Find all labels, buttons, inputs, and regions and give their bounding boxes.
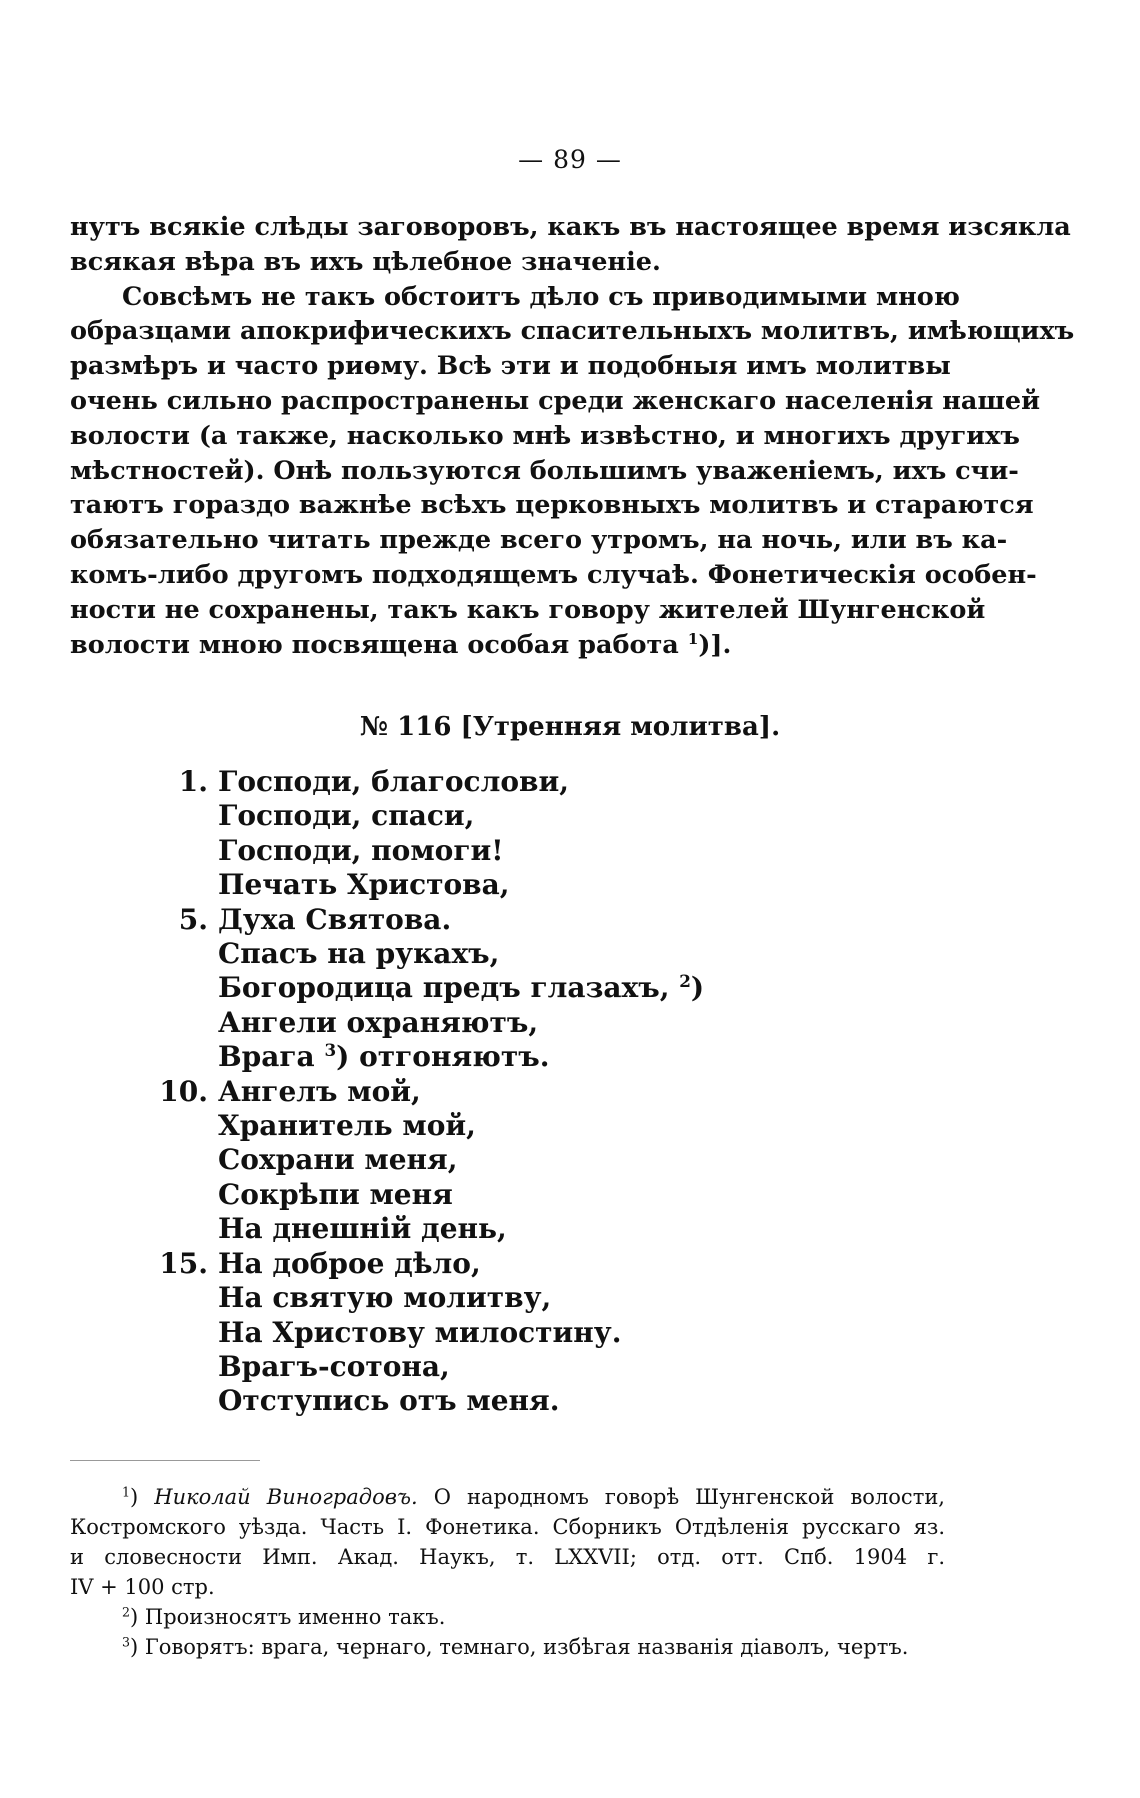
- line-number: [140, 1006, 218, 1040]
- poem-line: [140, 868, 704, 902]
- poem-line-text: Спасъ на рукахъ,: [218, 937, 500, 971]
- body-line: обязательно читать прежде всего утромъ, на ночь, или въ ка-: [70, 525, 1008, 556]
- poem-line-text: Духа Святова.: [218, 902, 452, 936]
- poem-line: [140, 1316, 704, 1350]
- line-number: [140, 1109, 218, 1143]
- footnotes: [70, 1482, 945, 1662]
- poem: [140, 765, 704, 1419]
- footnote-ref: 2: [679, 971, 691, 992]
- page-number: — 89 —: [518, 145, 622, 174]
- poem-line-text: Сохрани меня,: [218, 1143, 458, 1177]
- line-number: 10.: [159, 1074, 208, 1108]
- footnote-mark: 2: [122, 1604, 131, 1620]
- poem-line-text: На доброе дѣло,: [218, 1246, 481, 1280]
- line-number: [140, 834, 218, 868]
- body-paragraphs: [70, 210, 1075, 662]
- poem-line-text: На святую молитву,: [218, 1281, 552, 1315]
- body-line: размѣръ и часто риѳму. Всѣ эти и подобныя имъ молитвы: [70, 351, 951, 382]
- line-number: [140, 971, 218, 1005]
- footnote-2: $^2$) Произносятъ именно такъ.: [122, 1604, 446, 1629]
- poem-line-text: Хранитель мой,: [218, 1109, 476, 1143]
- poem-line-text: [218, 971, 704, 1005]
- poem-line-text: Печать Христова,: [218, 868, 510, 902]
- poem-line: [140, 765, 704, 799]
- footnote-ref: 3: [324, 1040, 337, 1061]
- footnote-text: Произносятъ именно такъ.: [144, 1605, 446, 1629]
- poem-line-words: Врага: [218, 1040, 315, 1074]
- body-line-text: волости мною посвящена особая работа: [70, 629, 679, 660]
- line-number: [140, 1212, 218, 1246]
- poem-line-text: На днешній день,: [218, 1212, 507, 1246]
- line-number: [140, 1316, 218, 1350]
- body-line: образцами апокрифическихъ спасительныхъ молитвъ, имѣющихъ: [70, 316, 1075, 347]
- line-number: [140, 1178, 218, 1212]
- poem-line: [140, 1109, 704, 1143]
- footnote-author: Николай Виноградовъ.: [154, 1485, 418, 1509]
- poem-line-text: Врагъ-сотона,: [218, 1349, 450, 1383]
- body-line: волости (а также, насколько мнѣ извѣстно, и многихъ другихъ: [70, 420, 1020, 451]
- footnote-ref-tail: ): [690, 971, 705, 1005]
- poem-line: [140, 1212, 704, 1246]
- footnote-1-line: и словесности Имп. Акад. Наукъ, т. LXXVII; отд. отт. Спб. 1904 г.: [70, 1545, 945, 1569]
- poem-line: [140, 971, 704, 1005]
- line-number: [140, 1040, 218, 1074]
- body-line: очень сильно распространены среди женскаго населенія нашей: [70, 385, 1040, 416]
- footnote-ref: 1: [687, 629, 699, 648]
- line-number: 15.: [159, 1246, 208, 1280]
- footnote-1-line: Костромского уѣзда. Часть I. Фонетика. Сборникъ Отдѣленія русскаго яз.: [70, 1515, 945, 1539]
- body-line: ности не сохранены, такъ какъ говору жителей Шунгенской: [70, 594, 986, 625]
- poem-line: [140, 1006, 704, 1040]
- footnote-separator: [70, 1460, 260, 1461]
- poem-line: [140, 1281, 704, 1315]
- footnote-1-line: $^1$) Николай Виноградовъ. О народномъ говорѣ Шунгенской волости,: [122, 1484, 945, 1509]
- poem-line-text: Господи, спаси,: [218, 799, 475, 833]
- poem-line-text: Господи, благослови,: [218, 765, 569, 798]
- poem-line: [140, 937, 704, 971]
- poem-line: [140, 903, 704, 937]
- poem-line-text: На Христову милостину.: [218, 1315, 622, 1349]
- footnote-mark: 3: [122, 1634, 131, 1650]
- footnote-mark: 1: [122, 1484, 131, 1500]
- poem-line: [140, 1178, 704, 1212]
- body-line-tail: )].: [698, 629, 732, 660]
- line-number: 5.: [178, 902, 208, 936]
- poem-title: № 116 [Утренняя молитва].: [359, 712, 781, 742]
- body-line: нутъ всякіе слѣды заговоровъ, какъ въ настоящее время изсякла: [70, 212, 1071, 242]
- poem-line-text: Ангелъ мой,: [218, 1074, 421, 1108]
- line-number: [140, 1281, 218, 1315]
- line-number: [140, 937, 218, 971]
- poem-line-text: Отступись отъ меня.: [218, 1384, 560, 1418]
- body-line: комъ-либо другомъ подходящемъ случаѣ. Фонетическія особен-: [70, 559, 1037, 590]
- poem-line: [140, 1247, 704, 1281]
- body-line: таютъ гораздо важнѣе всѣхъ церковныхъ молитвъ и стараются: [70, 490, 1034, 521]
- footnote-3: $^3$) Говорятъ: врага, чернаго, темнаго, избѣгая названія діаволъ, чертъ.: [122, 1634, 909, 1659]
- poem-line: [140, 1384, 704, 1418]
- line-number: [140, 1384, 218, 1418]
- poem-line: [140, 799, 704, 833]
- body-line: мѣстностей). Онѣ пользуются большимъ уваженіемъ, ихъ счи-: [70, 455, 1019, 486]
- footnote-1-line: IV + 100 стр.: [70, 1575, 215, 1599]
- poem-line: [140, 1143, 704, 1177]
- line-number: [140, 1350, 218, 1384]
- poem-line-words: Богородица предъ глазахъ,: [218, 971, 670, 1005]
- line-number: [140, 799, 218, 833]
- poem-line-text: Сокрѣпи меня: [218, 1177, 453, 1211]
- line-number: [140, 1143, 218, 1177]
- footnote-text: Говорятъ: врага, чернаго, темнаго, избѣгая названія діаволъ, чертъ.: [144, 1635, 909, 1659]
- footnote-text: О народномъ говорѣ Шунгенской волости,: [433, 1485, 945, 1509]
- body-line-final: [70, 628, 945, 663]
- poem-line-text: [218, 1040, 549, 1074]
- line-number: [140, 868, 218, 902]
- body-line: всякая вѣра въ ихъ цѣлебное значеніе.: [70, 246, 661, 277]
- poem-line: [140, 1350, 704, 1384]
- body-line: Совсѣмъ не такъ обстоитъ дѣло съ приводимыми мною: [122, 281, 960, 312]
- poem-line: [140, 1040, 704, 1074]
- poem-line-tail: ) отгоняютъ.: [336, 1040, 550, 1074]
- poem-line: [140, 834, 704, 868]
- poem-line: [140, 1075, 704, 1109]
- poem-line-text: Господи, помоги!: [218, 833, 504, 867]
- poem-line-text: Ангели охраняютъ,: [218, 1005, 539, 1039]
- line-number: 1.: [178, 765, 208, 798]
